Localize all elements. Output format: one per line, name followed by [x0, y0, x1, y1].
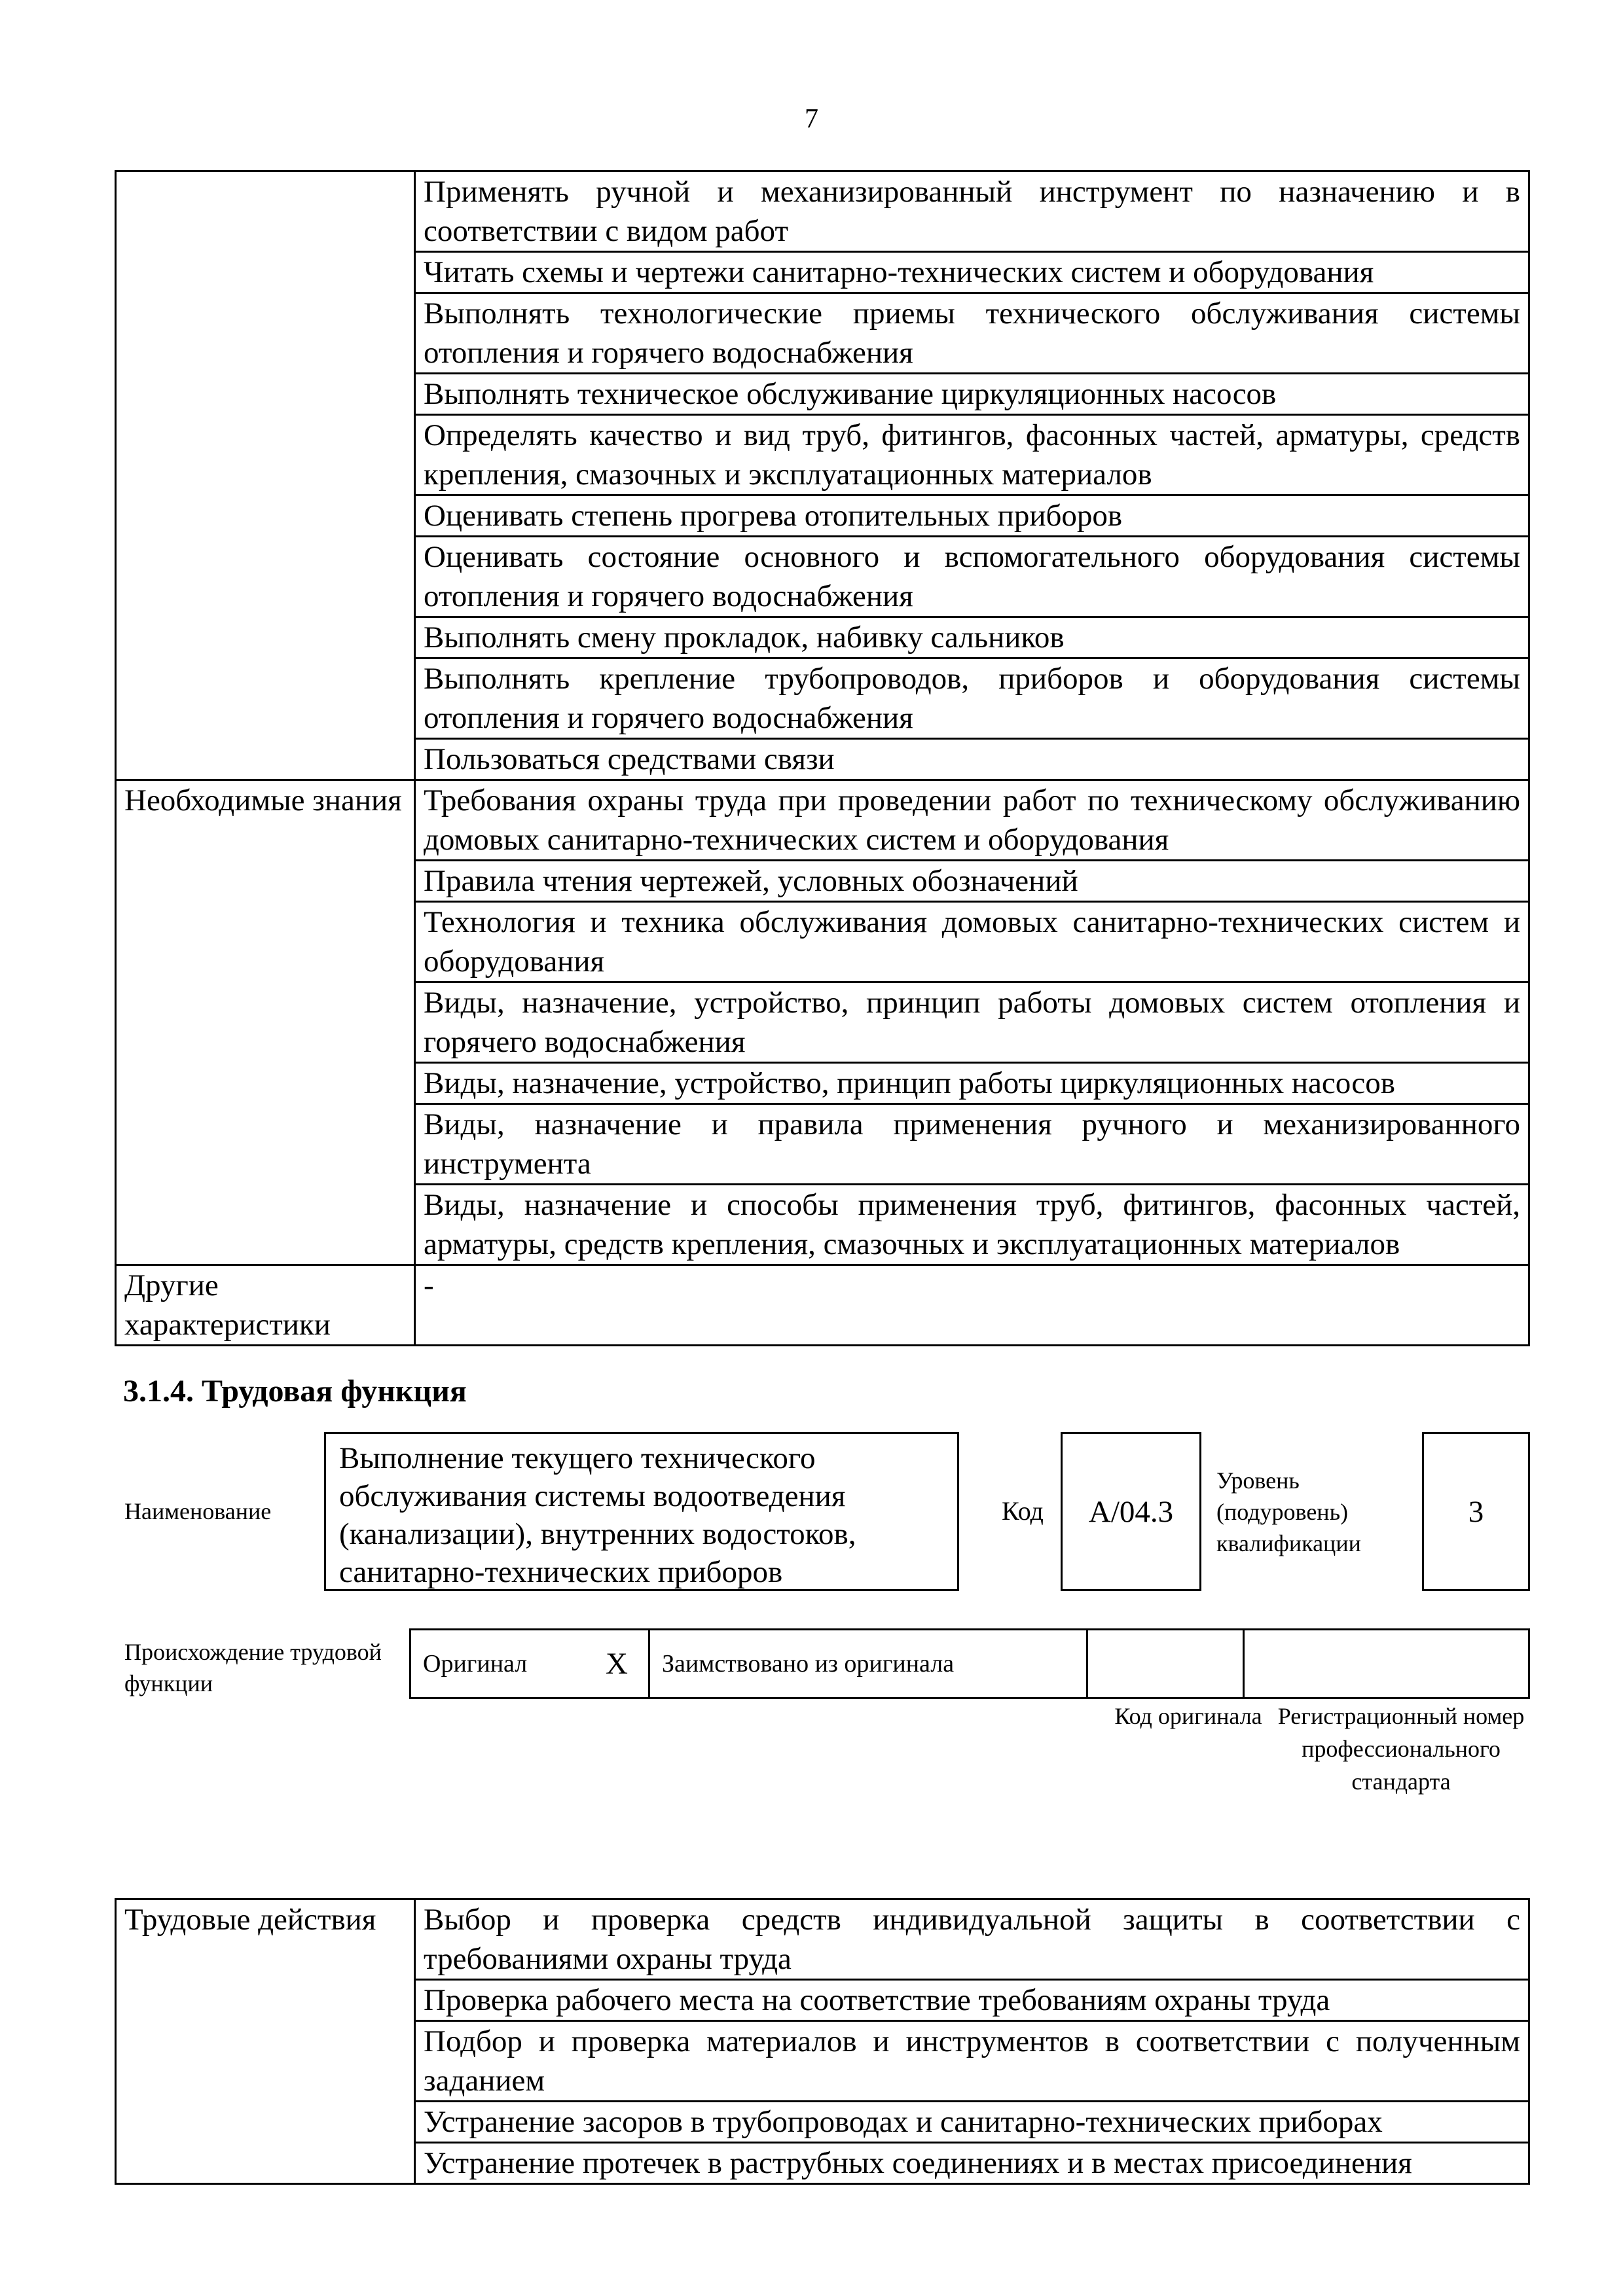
- skill-item: Выполнять смену прокладок, набивку сальников: [415, 617, 1529, 658]
- skill-item: Выполнять технологические приемы технического обслуживания системы отопления и горячего водоснабжения: [415, 293, 1529, 374]
- skills-knowledge-table: [115, 170, 1530, 1346]
- function-code: A/04.3: [1061, 1432, 1201, 1591]
- skills-label-cell: [116, 171, 415, 780]
- original-label: Оригинал: [410, 1630, 586, 1698]
- origin-label: Происхождение трудовой функции: [124, 1639, 382, 1696]
- origin-table: [409, 1628, 1530, 1699]
- skill-item: Выполнять крепление трубопроводов, приборов и оборудования системы отопления и горячего водоснабжения: [415, 658, 1529, 739]
- section-heading: 3.1.4. Трудовая функция: [123, 1374, 467, 1408]
- borrowed-label: Заимствовано из оригинала: [649, 1630, 1087, 1698]
- skill-item: Применять ручной и механизированный инструмент по назначению и в соответствии с видом работ: [415, 171, 1529, 252]
- knowledge-item: Технология и техника обслуживания домовых санитарно-технических систем и оборудования: [415, 902, 1529, 982]
- skill-item: Читать схемы и чертежи санитарно-технических систем и оборудования: [415, 252, 1529, 293]
- action-item: Выбор и проверка средств индивидуальной защиты в соответствии с требованиями охраны труда: [415, 1899, 1529, 1980]
- name-label: Наименование: [124, 1498, 272, 1524]
- skill-item: Выполнять техническое обслуживание циркуляционных насосов: [415, 374, 1529, 415]
- table-row: [116, 171, 1529, 252]
- labor-actions-table: [115, 1898, 1530, 2185]
- knowledge-item: Виды, назначение и правила применения ручного и механизированного инструмента: [415, 1104, 1529, 1185]
- knowledge-label: Необходимые знания: [116, 780, 415, 1265]
- skill-item: Пользоваться средствами связи: [415, 739, 1529, 780]
- table-row: [410, 1630, 1529, 1698]
- action-item: Устранение засоров в трубопроводах и санитарно-технических приборах: [415, 2102, 1529, 2143]
- other-characteristics-label: Другие характеристики: [116, 1265, 415, 1346]
- action-item: Проверка рабочего места на соответствие требованиям охраны труда: [415, 1980, 1529, 2021]
- code-label: Код: [1002, 1496, 1044, 1526]
- level-label: Уровень (подуровень) квалификации: [1216, 1467, 1361, 1556]
- registration-caption: Регистрационный номер профессионального стандарта: [1277, 1703, 1525, 1795]
- other-characteristics-value: -: [415, 1265, 1529, 1346]
- skill-item: Определять качество и вид труб, фитингов, фасонных частей, арматуры, средств крепления, смазочных и эксплуатационных материалов: [415, 415, 1529, 495]
- function-name: Выполнение текущего технического обслуживания системы водоотведения (канализации), внутренних водостоков, санитарно-технических приборов: [324, 1432, 959, 1591]
- table-row: [116, 780, 1529, 861]
- original-mark: X: [585, 1630, 649, 1698]
- code-caption: Код оригинала: [1114, 1703, 1262, 1729]
- action-item: Подбор и проверка материалов и инструментов в соответствии с полученным заданием: [415, 2021, 1529, 2102]
- original-code-cell: [1087, 1630, 1244, 1698]
- action-item: Устранение протечек в раструбных соединениях и в местах присоединения: [415, 2143, 1529, 2184]
- page-number: 7: [805, 104, 818, 134]
- qualification-level: 3: [1422, 1432, 1530, 1591]
- knowledge-item: Требования охраны труда при проведении работ по техническому обслуживанию домовых санитарно-технических систем и оборудования: [415, 780, 1529, 861]
- skill-item: Оценивать состояние основного и вспомогательного оборудования системы отопления и горячего водоснабжения: [415, 537, 1529, 617]
- table-row: [116, 1265, 1529, 1346]
- registration-number-cell: [1244, 1630, 1529, 1698]
- knowledge-item: Виды, назначение и способы применения труб, фитингов, фасонных частей, арматуры, средств крепления, смазочных и эксплуатационных материалов: [415, 1185, 1529, 1265]
- knowledge-item: Виды, назначение, устройство, принцип работы домовых систем отопления и горячего водоснабжения: [415, 982, 1529, 1063]
- knowledge-item: Правила чтения чертежей, условных обозначений: [415, 861, 1529, 902]
- knowledge-item: Виды, назначение, устройство, принцип работы циркуляционных насосов: [415, 1063, 1529, 1104]
- table-row: [116, 1899, 1529, 1980]
- skill-item: Оценивать степень прогрева отопительных приборов: [415, 495, 1529, 537]
- actions-label: Трудовые действия: [116, 1899, 415, 2184]
